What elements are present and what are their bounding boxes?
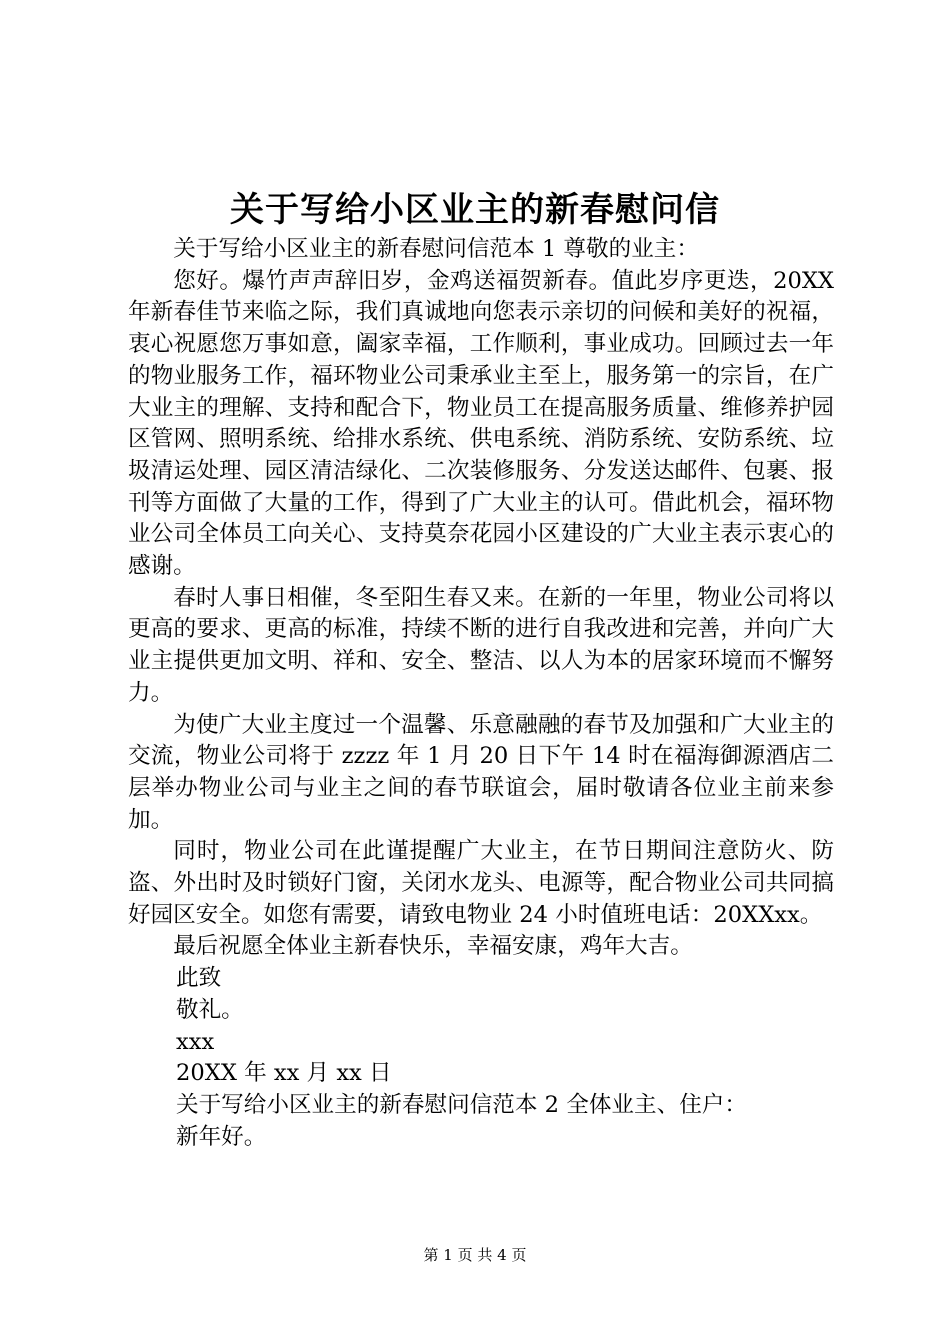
paragraph-party: 为使广大业主度过一个温馨、乐意融融的春节及加强和广大业主的交流，物业公司将于 zzzz 年 1 月 20 日下午 14 时在福海御源酒店二层举办物业公司与业主之间的春节联谊会，届时敬请各位业主前来参加。 [128,711,834,833]
document-body [128,234,834,1153]
date-line: 20XX 年 xx 月 xx 日 [176,1060,392,1087]
document-title: 关于写给小区业主的新春慰问信 [230,190,720,230]
signature: xxx [176,1028,215,1055]
paragraph-greeting: 您好。爆竹声声辞旧岁，金鸡送福贺新春。值此岁序更迭，20XX 年新春佳节来临之际，我们真诚地向您表示亲切的问候和美好的祝福，衷心祝愿您万事如意，阖家幸福，工作顺利，事业成功。回顾过去一年的物业服务工作，福环物业公司秉承业主至上，服务第一的宗旨，在广大业主的理解、支持和配合下，物业员工在提高服务质量、维修养护园区管网、照明系统、给排水系统、供电系统、消防系统、安防系统、垃圾清运处理、园区清洁绿化、二次装修服务、分发送达邮件、包裹、报刊等方面做了大量的工作，得到了广大业主的认可。借此机会，福环物业公司全体员工向关心、支持莫奈花园小区建设的广大业主表示衷心的感谢。 [128,267,834,580]
page-indicator: 第 1 页 共 4 页 [423,1246,527,1264]
closing-salutation: 此致 [176,965,222,992]
closing-respect: 敬礼。 [176,996,244,1023]
paragraph-sample2-greeting: 新年好。 [176,1123,267,1150]
paragraph-reminder: 同时，物业公司在此谨提醒广大业主，在节日期间注意防火、防盗、外出时及时锁好门窗，关闭水龙头、电源等，配合物业公司共同搞好园区安全。如您有需要，请致电物业 24 小时值班电话：20XXxx。 [128,838,834,928]
paragraph-sample2-heading: 关于写给小区业主的新春慰问信范本 2 全体业主、住户： [176,1091,747,1118]
paragraph-new-year: 春时人事日相催，冬至阳生春又来。在新的一年里，物业公司将以更高的要求、更高的标准，持续不断的进行自我改进和完善，并向广大业主提供更加文明、祥和、安全、整洁、以人为本的居家环境而不懈努力。 [128,584,834,706]
paragraph-intro: 关于写给小区业主的新春慰问信范本 1 尊敬的业主： [173,236,699,262]
paragraph-wishes: 最后祝愿全体业主新春快乐，幸福安康，鸡年大吉。 [173,933,693,960]
